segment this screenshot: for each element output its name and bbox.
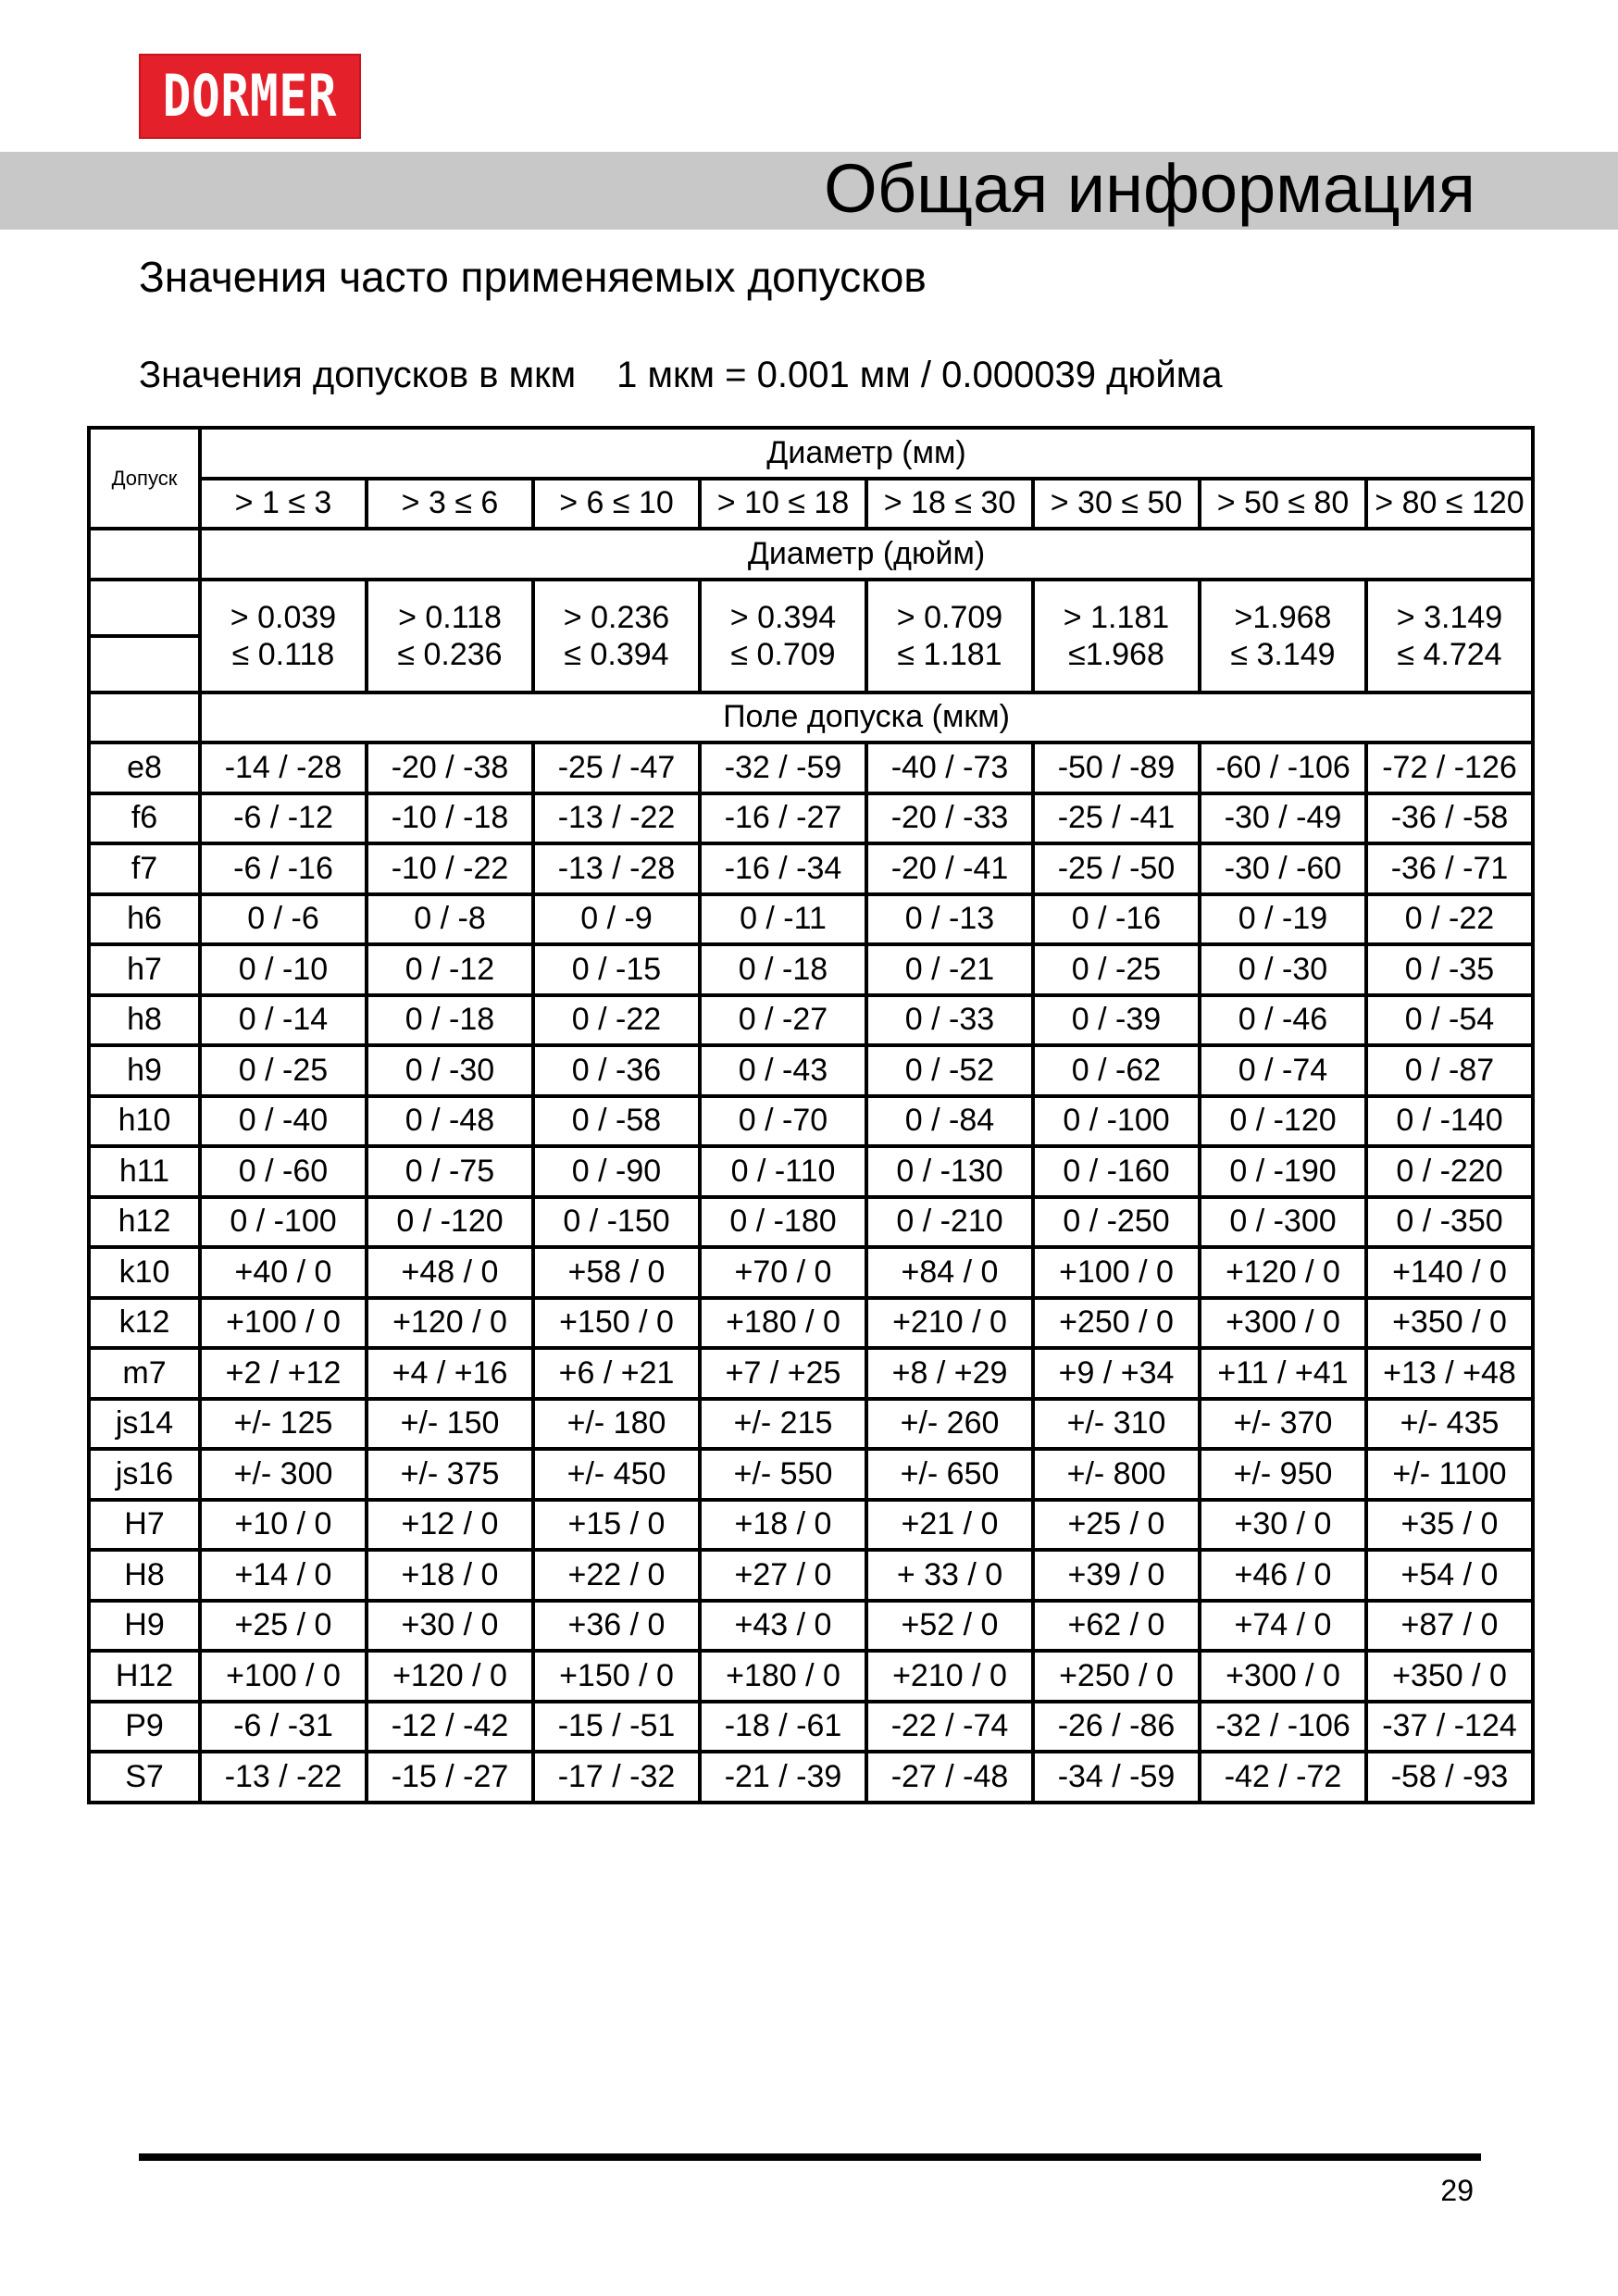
tolerance-value: -16 / -34 [700, 843, 866, 894]
tolerance-code: H12 [89, 1651, 200, 1702]
tolerance-value: -25 / -41 [1033, 793, 1200, 844]
tolerance-value: +48 / 0 [367, 1247, 533, 1298]
tolerance-value: -30 / -49 [1200, 793, 1366, 844]
tolerance-code: P9 [89, 1702, 200, 1753]
tolerance-value: 0 / -14 [200, 995, 367, 1046]
inch-range-from: > 0.394 [729, 599, 837, 635]
tolerance-value: 0 / -30 [1200, 944, 1366, 995]
tolerance-value: 0 / -220 [1366, 1146, 1533, 1197]
mm-range-cell: > 80 ≤ 120 [1366, 479, 1533, 530]
page-subtitle: Значения часто применяемых допусков [139, 253, 927, 301]
units-conversion: 1 мкм = 0.001 мм / 0.000039 дюйма [616, 355, 1223, 395]
tolerance-value: 0 / -22 [533, 995, 700, 1046]
table-row [89, 1752, 1533, 1803]
inch-range-from: > 0.118 [398, 599, 502, 635]
table-row [89, 1348, 1533, 1399]
tolerance-value: -36 / -71 [1366, 843, 1533, 894]
tolerance-value: -26 / -86 [1033, 1702, 1200, 1753]
table-row [89, 1298, 1533, 1349]
tolerance-value: 0 / -15 [533, 944, 700, 995]
tolerance-value: 0 / -120 [367, 1197, 533, 1248]
tolerance-value: +25 / 0 [200, 1601, 367, 1652]
tolerance-value: 0 / -84 [866, 1096, 1033, 1147]
tolerance-value: +/- 125 [200, 1399, 367, 1450]
mm-header: Диаметр (мм) [200, 428, 1533, 479]
tolerance-value: +87 / 0 [1366, 1601, 1533, 1652]
tolerance-value: 0 / -27 [700, 995, 866, 1046]
inch-range-from: > 0.709 [896, 599, 1003, 635]
tolerance-value: +7 / +25 [700, 1348, 866, 1399]
tolerance-value: +120 / 0 [1200, 1247, 1366, 1298]
tolerance-value: 0 / -54 [1366, 995, 1533, 1046]
tolerance-value: -15 / -27 [367, 1752, 533, 1803]
inch-range-from: > 1.181 [1063, 599, 1170, 635]
tolerance-value: 0 / -300 [1200, 1197, 1366, 1248]
tolerance-value: 0 / -39 [1033, 995, 1200, 1046]
tolerance-value: +58 / 0 [533, 1247, 700, 1298]
inch-range-to: ≤ 0.118 [231, 636, 335, 672]
tolerance-value: 0 / -140 [1366, 1096, 1533, 1147]
inch-range-cell [700, 580, 866, 693]
tolerance-value: +36 / 0 [533, 1601, 700, 1652]
tolerance-value: +300 / 0 [1200, 1651, 1366, 1702]
tolerance-value: -32 / -106 [1200, 1702, 1366, 1753]
tolerance-value: -6 / -16 [200, 843, 367, 894]
inch-range-cell [367, 580, 533, 693]
tolerance-value: +12 / 0 [367, 1500, 533, 1551]
inch-header-row [89, 529, 1533, 580]
tolerance-value: 0 / -75 [367, 1146, 533, 1197]
tolerance-value: +22 / 0 [533, 1550, 700, 1601]
tolerance-value: 0 / -58 [533, 1096, 700, 1147]
tolerance-value: 0 / -150 [533, 1197, 700, 1248]
tolerance-value: +/- 260 [866, 1399, 1033, 1450]
tolerance-value: +/- 150 [367, 1399, 533, 1450]
tolerance-value: 0 / -8 [367, 894, 533, 945]
tolerance-value: +18 / 0 [700, 1500, 866, 1551]
mm-range-cell: > 1 ≤ 3 [200, 479, 367, 530]
tolerance-value: 0 / -25 [1033, 944, 1200, 995]
inch-range-cell [1033, 580, 1200, 693]
tolerance-value: -36 / -58 [1366, 793, 1533, 844]
tolerance-value: 0 / -180 [700, 1197, 866, 1248]
tolerance-value: 0 / -60 [200, 1146, 367, 1197]
tolerance-value: +120 / 0 [367, 1298, 533, 1349]
tolerance-code: f6 [89, 793, 200, 844]
table-row [89, 894, 1533, 945]
tolerance-value: 0 / -12 [367, 944, 533, 995]
tolerance-value: 0 / -40 [200, 1096, 367, 1147]
tolerance-value: +18 / 0 [367, 1550, 533, 1601]
tolerance-value: -30 / -60 [1200, 843, 1366, 894]
tolerance-value: 0 / -43 [700, 1045, 866, 1096]
inch-range-row [89, 580, 1533, 693]
table-row [89, 1550, 1533, 1601]
table-row [89, 1045, 1533, 1096]
tolerance-code: k12 [89, 1298, 200, 1349]
table-row [89, 1651, 1533, 1702]
tolerance-value: +300 / 0 [1200, 1298, 1366, 1349]
mm-header-row [89, 428, 1533, 479]
tolerance-value: +250 / 0 [1033, 1298, 1200, 1349]
tolerance-value: +84 / 0 [866, 1247, 1033, 1298]
tolerance-value: +/- 800 [1033, 1449, 1200, 1500]
tolerance-value: +27 / 0 [700, 1550, 866, 1601]
tolerance-value: 0 / -250 [1033, 1197, 1200, 1248]
page-title: Общая информация [824, 150, 1475, 227]
inch-range-cell [1366, 580, 1533, 693]
tolerance-value: 0 / -120 [1200, 1096, 1366, 1147]
tolerance-value: +54 / 0 [1366, 1550, 1533, 1601]
tolerance-value: +21 / 0 [866, 1500, 1033, 1551]
field-header-row [89, 693, 1533, 743]
table-row [89, 995, 1533, 1046]
units-label: Значения допусков в мкм [139, 355, 577, 395]
tolerance-code: e8 [89, 742, 200, 793]
tolerance-value: 0 / -10 [200, 944, 367, 995]
inch-range-from: > 0.039 [230, 599, 337, 635]
table-row [89, 1247, 1533, 1298]
tolerance-value: -6 / -12 [200, 793, 367, 844]
tolerance-value: +150 / 0 [533, 1651, 700, 1702]
tolerance-value: +/- 300 [200, 1449, 367, 1500]
mm-range-cell: > 3 ≤ 6 [367, 479, 533, 530]
tolerance-value: 0 / -21 [866, 944, 1033, 995]
tolerance-value: +150 / 0 [533, 1298, 700, 1349]
table-row [89, 1197, 1533, 1248]
tolerance-value: +40 / 0 [200, 1247, 367, 1298]
tolerance-code: k10 [89, 1247, 200, 1298]
table-row [89, 1601, 1533, 1652]
tolerance-value: +8 / +29 [866, 1348, 1033, 1399]
tolerance-value: 0 / -70 [700, 1096, 866, 1147]
mm-range-cell: > 10 ≤ 18 [700, 479, 866, 530]
tolerance-value: +/- 180 [533, 1399, 700, 1450]
tolerance-value: +180 / 0 [700, 1298, 866, 1349]
inch-range-cell [533, 580, 700, 693]
table-row [89, 793, 1533, 844]
tolerance-value: 0 / -130 [866, 1146, 1033, 1197]
tolerance-value: 0 / -18 [367, 995, 533, 1046]
mm-range-row [89, 479, 1533, 530]
tolerance-value: 0 / -210 [866, 1197, 1033, 1248]
tolerance-value: +9 / +34 [1033, 1348, 1200, 1399]
inch-range-from: > 3.149 [1396, 599, 1503, 635]
tolerance-value: -37 / -124 [1366, 1702, 1533, 1753]
table-row [89, 1500, 1533, 1551]
tolerance-value: +70 / 0 [700, 1247, 866, 1298]
tolerance-code: S7 [89, 1752, 200, 1803]
tolerance-value: +350 / 0 [1366, 1298, 1533, 1349]
tolerance-value: -60 / -106 [1200, 742, 1366, 793]
tolerance-value: -72 / -126 [1366, 742, 1533, 793]
tolerance-value: +13 / +48 [1366, 1348, 1533, 1399]
tolerance-value: 0 / -87 [1366, 1045, 1533, 1096]
tolerance-code: h6 [89, 894, 200, 945]
tolerance-value: +/- 1100 [1366, 1449, 1533, 1500]
tolerance-value: -25 / -50 [1033, 843, 1200, 894]
tolerance-code: h12 [89, 1197, 200, 1248]
tolerance-value: +/- 450 [533, 1449, 700, 1500]
tolerance-code: js14 [89, 1399, 200, 1450]
tolerance-value: +140 / 0 [1366, 1247, 1533, 1298]
tolerance-value: -27 / -48 [866, 1752, 1033, 1803]
tolerance-value: -25 / -47 [533, 742, 700, 793]
tolerance-value: -16 / -27 [700, 793, 866, 844]
tolerance-value: +180 / 0 [700, 1651, 866, 1702]
table-row [89, 944, 1533, 995]
tolerance-value: -12 / -42 [367, 1702, 533, 1753]
tolerance-code: h9 [89, 1045, 200, 1096]
tolerance-value: 0 / -33 [866, 995, 1033, 1046]
tolerance-value: 0 / -16 [1033, 894, 1200, 945]
tolerance-value: 0 / -18 [700, 944, 866, 995]
tolerance-value: 0 / -74 [1200, 1045, 1366, 1096]
mm-range-cell: > 30 ≤ 50 [1033, 479, 1200, 530]
tolerance-value: 0 / -160 [1033, 1146, 1200, 1197]
tolerance-value: +62 / 0 [1033, 1601, 1200, 1652]
tolerance-value: 0 / -25 [200, 1045, 367, 1096]
tolerance-value: +30 / 0 [1200, 1500, 1366, 1551]
tolerance-table [87, 426, 1535, 1804]
tolerance-value: +11 / +41 [1200, 1348, 1366, 1399]
inch-range-cell [1200, 580, 1366, 693]
tolerance-value: -22 / -74 [866, 1702, 1033, 1753]
tolerance-code: js16 [89, 1449, 200, 1500]
corner-label: Допуск [89, 428, 200, 529]
tolerance-value: 0 / -48 [367, 1096, 533, 1147]
tolerance-value: 0 / -22 [1366, 894, 1533, 945]
tolerance-value: +250 / 0 [1033, 1651, 1200, 1702]
tolerance-code: H8 [89, 1550, 200, 1601]
tolerance-value: -13 / -22 [200, 1752, 367, 1803]
inch-range-to: ≤ 0.709 [730, 636, 836, 672]
tolerance-value: -50 / -89 [1033, 742, 1200, 793]
tolerance-value: 0 / -36 [533, 1045, 700, 1096]
tolerance-value: -10 / -18 [367, 793, 533, 844]
field-header: Поле допуска (мкм) [200, 693, 1533, 743]
tolerance-value: +/- 370 [1200, 1399, 1366, 1450]
empty-cell [89, 529, 200, 580]
tolerance-value: +210 / 0 [866, 1651, 1033, 1702]
tolerance-value: +/- 650 [866, 1449, 1033, 1500]
tolerance-value: +35 / 0 [1366, 1500, 1533, 1551]
tolerance-value: +10 / 0 [200, 1500, 367, 1551]
tolerance-code: H9 [89, 1601, 200, 1652]
table-row [89, 742, 1533, 793]
tolerance-value: -13 / -22 [533, 793, 700, 844]
inch-range-to: ≤ 1.181 [897, 636, 1002, 672]
inch-range-from: > 0.236 [563, 599, 670, 635]
tolerance-value: +/- 550 [700, 1449, 866, 1500]
inch-range-cell [866, 580, 1033, 693]
tolerance-value: 0 / -11 [700, 894, 866, 945]
tolerance-value: 0 / -100 [1033, 1096, 1200, 1147]
inch-header: Диаметр (дюйм) [200, 529, 1533, 580]
logo-text: DORMER [162, 62, 338, 130]
tolerance-value: -13 / -28 [533, 843, 700, 894]
tolerance-value: 0 / -9 [533, 894, 700, 945]
table-row [89, 1146, 1533, 1197]
tolerance-code: m7 [89, 1348, 200, 1399]
tolerance-value: 0 / -6 [200, 894, 367, 945]
tolerance-value: 0 / -110 [700, 1146, 866, 1197]
tolerance-value: 0 / -35 [1366, 944, 1533, 995]
tolerance-value: -20 / -38 [367, 742, 533, 793]
tolerance-value: +/- 310 [1033, 1399, 1200, 1450]
tolerance-value: 0 / -30 [367, 1045, 533, 1096]
tolerance-value: +2 / +12 [200, 1348, 367, 1399]
tolerance-value: +25 / 0 [1033, 1500, 1200, 1551]
tolerance-value: -15 / -51 [533, 1702, 700, 1753]
tolerance-value: 0 / -52 [866, 1045, 1033, 1096]
tolerance-value: +/- 375 [367, 1449, 533, 1500]
tolerance-value: +/- 950 [1200, 1449, 1366, 1500]
tolerance-code: h10 [89, 1096, 200, 1147]
table-row [89, 1449, 1533, 1500]
tolerance-value: +14 / 0 [200, 1550, 367, 1601]
tolerance-code: f7 [89, 843, 200, 894]
empty-cell [89, 693, 200, 743]
tolerance-value: -42 / -72 [1200, 1752, 1366, 1803]
tolerance-value: +15 / 0 [533, 1500, 700, 1551]
tolerance-value: -21 / -39 [700, 1752, 866, 1803]
mm-range-cell: > 18 ≤ 30 [866, 479, 1033, 530]
table-row [89, 1399, 1533, 1450]
tolerance-value: -6 / -31 [200, 1702, 367, 1753]
table-row [89, 843, 1533, 894]
tolerance-value: -17 / -32 [533, 1752, 700, 1803]
tolerance-value: +120 / 0 [367, 1651, 533, 1702]
table-row [89, 1096, 1533, 1147]
mm-range-cell: > 6 ≤ 10 [533, 479, 700, 530]
tolerance-value: 0 / -190 [1200, 1146, 1366, 1197]
inch-range-cell [200, 580, 367, 693]
footer-rule [139, 2153, 1481, 2161]
tolerance-value: -14 / -28 [200, 742, 367, 793]
tolerance-value: +100 / 0 [200, 1298, 367, 1349]
tolerance-value: +52 / 0 [866, 1601, 1033, 1652]
inch-range-to: ≤ 3.149 [1230, 636, 1336, 672]
inch-range-to: ≤ 0.236 [397, 636, 503, 672]
tolerance-value: -34 / -59 [1033, 1752, 1200, 1803]
inch-range-from: >1.968 [1234, 599, 1332, 635]
tolerance-value: 0 / -100 [200, 1197, 367, 1248]
tolerance-value: -32 / -59 [700, 742, 866, 793]
tolerance-value: +/- 215 [700, 1399, 866, 1450]
inch-range-to: ≤ 4.724 [1397, 636, 1502, 672]
tolerance-value: +100 / 0 [1033, 1247, 1200, 1298]
dormer-logo [139, 54, 361, 139]
tolerance-value: +39 / 0 [1033, 1550, 1200, 1601]
tolerance-value: +46 / 0 [1200, 1550, 1366, 1601]
tolerance-value: -58 / -93 [1366, 1752, 1533, 1803]
tolerance-value: 0 / -62 [1033, 1045, 1200, 1096]
split-empty-cell [89, 580, 200, 693]
inch-range-to: ≤1.968 [1068, 636, 1164, 672]
tolerance-value: -10 / -22 [367, 843, 533, 894]
page-number: 29 [1440, 2174, 1474, 2207]
tolerance-value: +210 / 0 [866, 1298, 1033, 1349]
tolerance-code: h7 [89, 944, 200, 995]
tolerance-value: +6 / +21 [533, 1348, 700, 1399]
tolerance-value: +30 / 0 [367, 1601, 533, 1652]
tolerance-value: +43 / 0 [700, 1601, 866, 1652]
tolerance-value: +74 / 0 [1200, 1601, 1366, 1652]
tolerance-value: 0 / -19 [1200, 894, 1366, 945]
tolerance-code: h11 [89, 1146, 200, 1197]
tolerance-code: h8 [89, 995, 200, 1046]
table-row [89, 1702, 1533, 1753]
tolerance-value: -40 / -73 [866, 742, 1033, 793]
units-line [139, 352, 1223, 398]
tolerance-code: H7 [89, 1500, 200, 1551]
tolerance-value: 0 / -46 [1200, 995, 1366, 1046]
tolerance-value: 0 / -13 [866, 894, 1033, 945]
tolerance-value: +350 / 0 [1366, 1651, 1533, 1702]
tolerance-value: +100 / 0 [200, 1651, 367, 1702]
tolerance-value: -20 / -41 [866, 843, 1033, 894]
mm-range-cell: > 50 ≤ 80 [1200, 479, 1366, 530]
tolerance-value: -20 / -33 [866, 793, 1033, 844]
tolerance-value: +/- 435 [1366, 1399, 1533, 1450]
tolerance-value: 0 / -90 [533, 1146, 700, 1197]
tolerance-value: +4 / +16 [367, 1348, 533, 1399]
tolerance-value: + 33 / 0 [866, 1550, 1033, 1601]
tolerance-value: 0 / -350 [1366, 1197, 1533, 1248]
inch-range-to: ≤ 0.394 [564, 636, 669, 672]
tolerance-value: -18 / -61 [700, 1702, 866, 1753]
